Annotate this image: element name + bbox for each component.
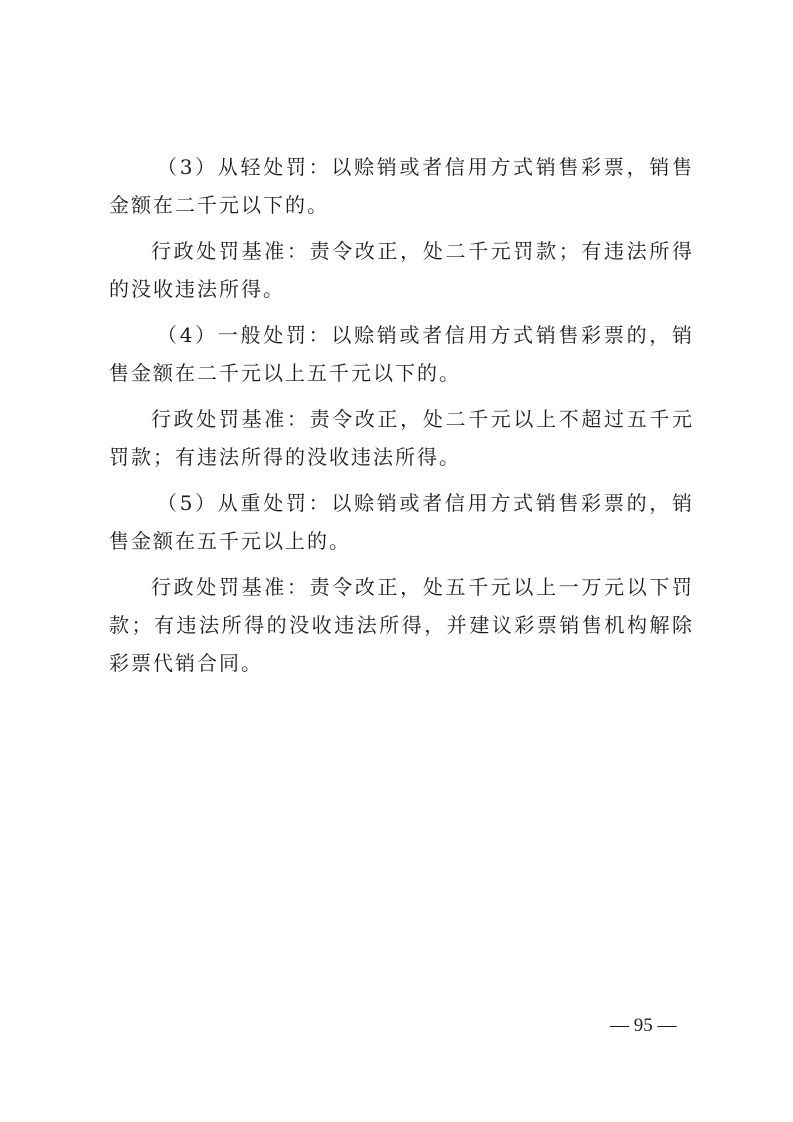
penalty-item-heavy: （5）从重处罚：以赊销或者信用方式销售彩票的，销售金额在五千元以上的。 — [109, 491, 694, 553]
page-number: — 95 — — [610, 1015, 677, 1036]
penalty-item-light: （3）从轻处罚：以赊销或者信用方式销售彩票，销售金额在二千元以下的。 — [109, 155, 694, 217]
document-body — [109, 148, 694, 690]
penalty-standard-heavy: 行政处罚基准：责令改正，处五千元以上一万元以下罚款；有违法所得的没收违法所得，并建议彩票销售机构解除彩票代销合同。 — [109, 575, 694, 675]
penalty-standard-light: 行政处罚基准：责令改正，处二千元罚款；有违法所得的没收违法所得。 — [109, 239, 694, 301]
penalty-standard-general: 行政处罚基准：责令改正，处二千元以上不超过五千元罚款；有违法所得的没收违法所得。 — [109, 407, 694, 469]
penalty-item-general: （4）一般处罚：以赊销或者信用方式销售彩票的，销售金额在二千元以上五千元以下的。 — [109, 323, 694, 385]
